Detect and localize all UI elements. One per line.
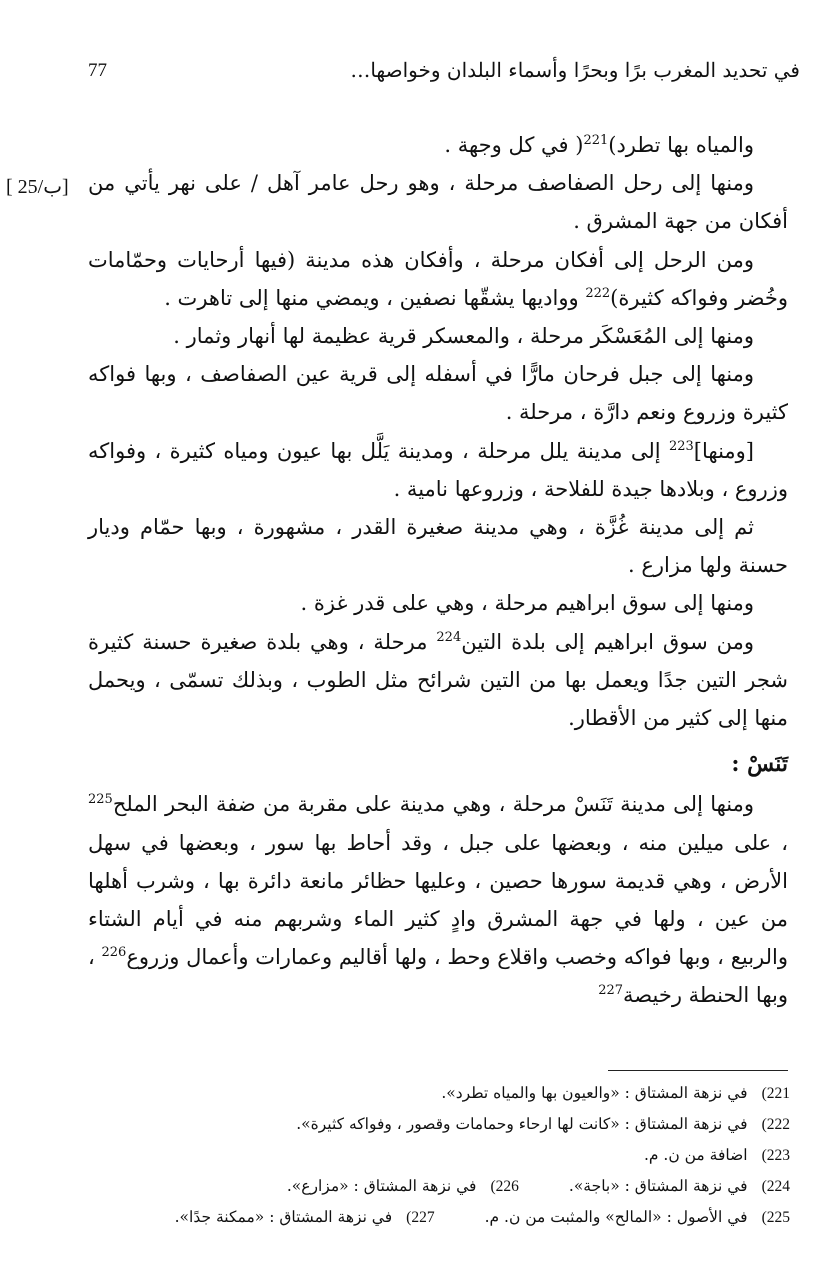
footnote-223: [50, 1140, 790, 1171]
text-run: ومن الرحل إلى أفكان مرحلة ، وأفكان هذه مدينة (فيها أرحايات وحمّامات وخُضر وفواكه كثيرة): [88, 247, 788, 310]
footnote-221: [50, 1078, 790, 1109]
footnote-text: في نزهة المشتاق : «باجة».: [568, 1177, 748, 1195]
running-title: في تحديد المغرب برًا وبحرًا وأسماء البلدان وخواصها…: [350, 58, 800, 82]
text-run: ومنها إلى مدينة تَنَسْ مرحلة ، وهي مدينة على مقربة من ضفة البحر الملح: [112, 792, 754, 817]
footnote-number: 227): [406, 1209, 435, 1226]
footnote-ref-221: 221: [583, 133, 609, 148]
paragraph-9: [88, 623, 788, 738]
page-header: [88, 56, 800, 90]
paragraph-2: ومنها إلى رحل الصفاصف مرحلة ، وهو رحل عامر آهل / على نهر يأتي من أفكان من جهة المشرق .: [88, 171, 788, 234]
footnote-text: في الأصول : «المالح» والمثبت من ن. م.: [484, 1208, 748, 1226]
section-heading-tenes: تَنَسْ :: [731, 751, 788, 778]
body-text: [88, 126, 788, 1015]
page-number: 77: [88, 60, 107, 81]
footnote-ref-222: 222: [585, 285, 611, 301]
paragraph-4: ومنها إلى المُعَسْكَر مرحلة ، والمعسكر قرية عظيمة لها أنهار وثمار .: [173, 324, 754, 349]
paragraph-7: ثم إلى مدينة غُزَّة ، وهي مدينة صغيرة القدر ، مشهورة ، وبها حمّام وديار حسنة ولها مزارع .: [88, 515, 788, 578]
footnote-row: [50, 1202, 790, 1233]
paragraph-10: [88, 785, 788, 1014]
footnote-number: 225): [761, 1209, 790, 1226]
footnote-text: اضافة من ن. م.: [643, 1146, 748, 1164]
footnote-ref-223: 223: [668, 438, 694, 454]
manuscript-folio-note: [ 25/ب]: [6, 176, 69, 198]
text-run: إلى مدينة يلل مرحلة ، ومدينة يَلَّل بها عيون ومياه كثيرة ، وفواكه وزروع ، وبلادها جيدة للفلاحة ، وزروعها نامية .: [88, 438, 788, 501]
paragraph-5: ومنها إلى جبل فرحان مارًّا في أسفله إلى قرية عين الصفاصف ، وبها فواكه كثيرة وزروع ونعم دارَّة ، مرحلة .: [88, 362, 788, 425]
footnote-225: [485, 1202, 790, 1233]
footnote-text: في نزهة المشتاق : «والعيون بها والمياه تطرد».: [441, 1084, 748, 1102]
paragraph-1: [88, 126, 788, 164]
footnote-number: 223): [761, 1147, 790, 1164]
footnote-text: في نزهة المشتاق : «ممكنة جدًا».: [174, 1208, 393, 1226]
text-run: ومن سوق ابراهيم إلى بلدة التين: [461, 629, 754, 654]
text-run: والمياه بها تطرد): [608, 133, 754, 157]
footnote-divider: [608, 1070, 788, 1071]
text-run: ( في كل وجهة .: [444, 133, 584, 157]
text-run: وواديها يشقّها نصفين ، ويمضي منها إلى تاهرت .: [164, 285, 586, 310]
footnote-224: [569, 1171, 790, 1202]
footnote-ref-226: 226: [101, 945, 127, 961]
footnote-number: 224): [761, 1178, 790, 1195]
footnote-ref-227: 227: [598, 983, 624, 999]
footnote-227: [175, 1202, 435, 1233]
footnote-row: [50, 1171, 790, 1202]
footnote-226: [287, 1171, 519, 1202]
footnote-number: 221): [761, 1085, 790, 1102]
text-run: [ومنها]: [693, 438, 754, 463]
text-run: ، على ميلين منه ، وبعضها على جبل ، وقد أحاط بها سور ، وبعضها في سهل الأرض ، وهي قديمة سورها حصين ، وعليها حظائر مانعة دائرة بها ، وشرب أهلها من عين ، ولها في جهة المشرق وادٍ كثير الماء وشربهم منه في أيام الشتاء والربيع ، وبها فواكه وخصب واقلاع وحط ، ولها أقاليم وعمارات وأعمال وزروع: [88, 830, 789, 970]
text-run: مرحلة ، وهي بلدة صغيرة حسنة كثيرة شجر التين جدًا ويعمل بها من التين شرائح مثل الطوب ، وبذلك تسمّى ، ويحمل منها إلى كثير من الأقطار.: [88, 629, 788, 731]
footnote-ref-225: 225: [88, 792, 113, 808]
footnote-222: [50, 1109, 790, 1140]
paragraph-8: ومنها إلى سوق ابراهيم مرحلة ، وهي على قدر غزة .: [300, 591, 754, 616]
paragraph-6: [88, 432, 788, 508]
footnote-ref-224: 224: [436, 629, 462, 645]
text-run: ، وبها الحنطة رخيصة: [88, 945, 788, 1008]
paragraph-3: [88, 241, 788, 317]
footnote-number: 226): [490, 1178, 519, 1195]
footnote-number: 222): [761, 1116, 790, 1133]
footnotes: [50, 1078, 790, 1233]
footnote-text: في نزهة المشتاق : «مزارع».: [286, 1177, 477, 1195]
footnote-text: في نزهة المشتاق : «كانت لها ارحاء وحمامات وقصور ، وفواكه كثيرة».: [296, 1115, 748, 1133]
